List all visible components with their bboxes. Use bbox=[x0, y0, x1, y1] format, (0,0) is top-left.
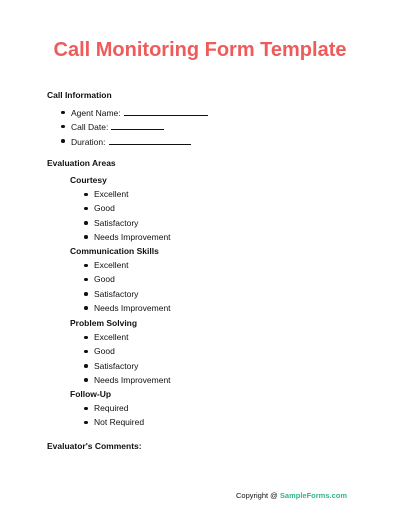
call-date-field bbox=[61, 121, 208, 135]
courtesy-option[interactable] bbox=[84, 232, 171, 246]
bullet-icon bbox=[61, 139, 65, 143]
call-date-label: Call Date: bbox=[71, 122, 109, 133]
option-label: Not Required bbox=[94, 417, 145, 428]
problem-solving-options bbox=[84, 332, 171, 389]
courtesy-heading: Courtesy bbox=[70, 175, 107, 185]
courtesy-option[interactable] bbox=[84, 218, 171, 232]
copyright-footer bbox=[236, 491, 347, 501]
evaluation-areas-heading: Evaluation Areas bbox=[47, 158, 116, 168]
duration-blank[interactable] bbox=[109, 136, 191, 145]
bullet-icon bbox=[84, 292, 88, 296]
call-date-blank[interactable] bbox=[111, 121, 164, 130]
follow-up-heading: Follow-Up bbox=[70, 389, 112, 399]
bullet-icon bbox=[84, 336, 88, 340]
communication-option[interactable] bbox=[84, 260, 171, 274]
follow-up-option[interactable] bbox=[84, 417, 144, 431]
duration-label: Duration: bbox=[71, 136, 106, 147]
communication-skills-options bbox=[84, 260, 171, 317]
bullet-icon bbox=[84, 378, 88, 382]
communication-option[interactable] bbox=[84, 274, 171, 288]
evaluator-comments-heading: Evaluator's Comments: bbox=[47, 441, 142, 451]
option-label: Needs Improvement bbox=[94, 231, 171, 242]
option-label: Satisfactory bbox=[94, 288, 139, 299]
problem-solving-option[interactable] bbox=[84, 361, 171, 375]
bullet-icon bbox=[84, 350, 88, 354]
duration-field bbox=[61, 136, 208, 150]
courtesy-option[interactable] bbox=[84, 203, 171, 217]
option-label: Excellent bbox=[94, 189, 129, 199]
option-label: Required bbox=[94, 403, 129, 413]
option-label: Excellent bbox=[94, 260, 129, 270]
option-label: Needs Improvement bbox=[94, 302, 171, 313]
bullet-icon bbox=[84, 221, 88, 225]
courtesy-options bbox=[84, 189, 171, 246]
option-label: Satisfactory bbox=[94, 360, 139, 371]
bullet-icon bbox=[84, 278, 88, 282]
option-label: Needs Improvement bbox=[94, 374, 171, 385]
follow-up-option[interactable] bbox=[84, 403, 144, 417]
option-label: Excellent bbox=[94, 332, 129, 342]
bullet-icon bbox=[84, 306, 88, 310]
communication-option[interactable] bbox=[84, 303, 171, 317]
problem-solving-option[interactable] bbox=[84, 346, 171, 360]
agent-name-label: Agent Name: bbox=[71, 108, 121, 118]
agent-name-field bbox=[61, 107, 208, 121]
bullet-icon bbox=[61, 125, 65, 129]
problem-solving-option[interactable] bbox=[84, 375, 171, 389]
bullet-icon bbox=[84, 264, 88, 268]
page-title: Call Monitoring Form Template bbox=[53, 39, 347, 61]
option-label: Good bbox=[94, 346, 115, 357]
communication-option[interactable] bbox=[84, 289, 171, 303]
bullet-icon bbox=[84, 235, 88, 239]
bullet-icon bbox=[84, 407, 88, 411]
option-label: Good bbox=[94, 274, 115, 285]
communication-skills-heading: Communication Skills bbox=[70, 246, 159, 256]
agent-name-blank[interactable] bbox=[124, 107, 208, 116]
bullet-icon bbox=[84, 207, 88, 211]
bullet-icon bbox=[84, 364, 88, 368]
courtesy-option[interactable] bbox=[84, 189, 171, 203]
bullet-icon bbox=[84, 193, 88, 197]
bullet-icon bbox=[84, 421, 88, 425]
follow-up-options bbox=[84, 403, 144, 432]
call-information-list bbox=[61, 107, 208, 150]
bullet-icon bbox=[61, 111, 65, 115]
copyright-prefix: Copyright @ bbox=[236, 491, 280, 500]
problem-solving-heading: Problem Solving bbox=[70, 318, 138, 328]
option-label: Satisfactory bbox=[94, 217, 139, 228]
call-information-heading: Call Information bbox=[47, 90, 112, 100]
sampleforms-link[interactable]: SampleForms.com bbox=[279, 491, 347, 500]
problem-solving-option[interactable] bbox=[84, 332, 171, 346]
option-label: Good bbox=[94, 203, 115, 214]
